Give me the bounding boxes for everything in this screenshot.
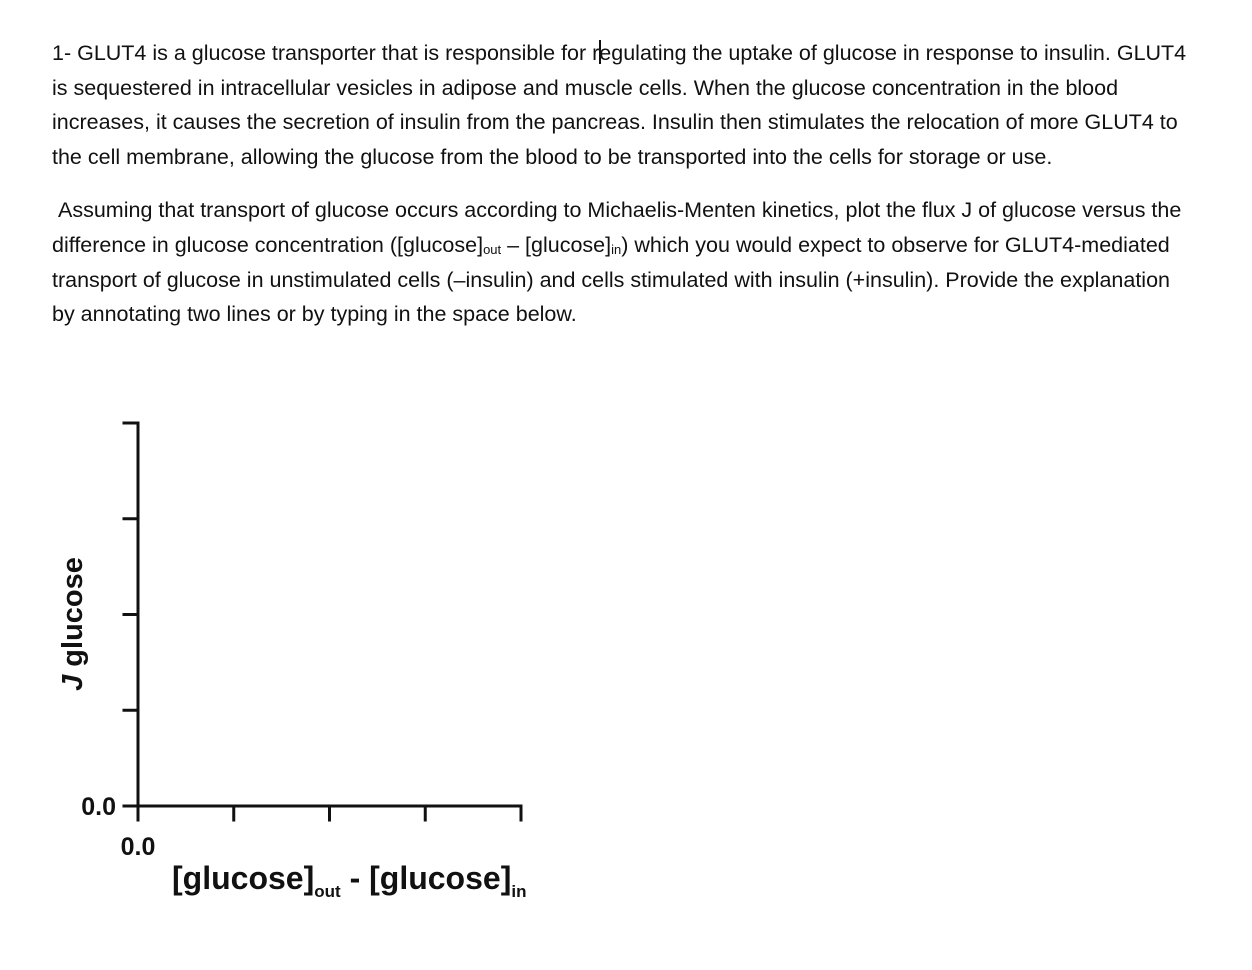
y-axis-label-italic: J — [57, 674, 89, 691]
text-segment: 1- GLUT4 is a glucose transporter that is responsible for r — [52, 41, 600, 65]
y-tick-label-0: 0.0 — [81, 793, 116, 821]
text-segment: egulating the uptake of glucose in response to insulin. GLUT4 is sequestered in intracellular vesicles in adipose and muscle cells. When the glucose concentration in the blood increases, it causes the secretion of insulin from the pancreas. Insulin then stimulates the relocation of more GLUT4 to the cell membrane, allowing the glucose from the blood to be transported into the cells for storage or use. — [52, 41, 1187, 169]
x-axis-label-main: [glucose] — [172, 860, 315, 896]
x-axis-label-mid: - [glucose] — [340, 860, 512, 896]
text-segment: ) which you would expect to observe for GLUT4-mediated transport of glucose in unstimulated cells (–insulin) and cells stimulated with insulin (+insulin). Provide the explanation by annotating two lines or by typing in the space below. — [52, 232, 1170, 327]
subscript: out — [483, 241, 502, 257]
text-segment: Assuming that transport of glucose occurs according to Michaelis-Menten kinetics, plot the flux J of glucose versus the difference in glucose concentration ([glucose] — [52, 198, 1182, 257]
text-segment: – [glucose] — [501, 232, 612, 257]
x-tick-label-0: 0.0 — [120, 833, 156, 861]
y-axis-label-rest: glucose — [57, 557, 89, 675]
plot-axes — [124, 423, 521, 820]
x-axis-label-sub-in: in — [511, 882, 527, 901]
x-axis-label-sub-out: out — [314, 882, 341, 901]
y-axis-label — [57, 557, 89, 691]
subscript: in — [611, 241, 622, 257]
x-axis-label — [172, 860, 526, 901]
